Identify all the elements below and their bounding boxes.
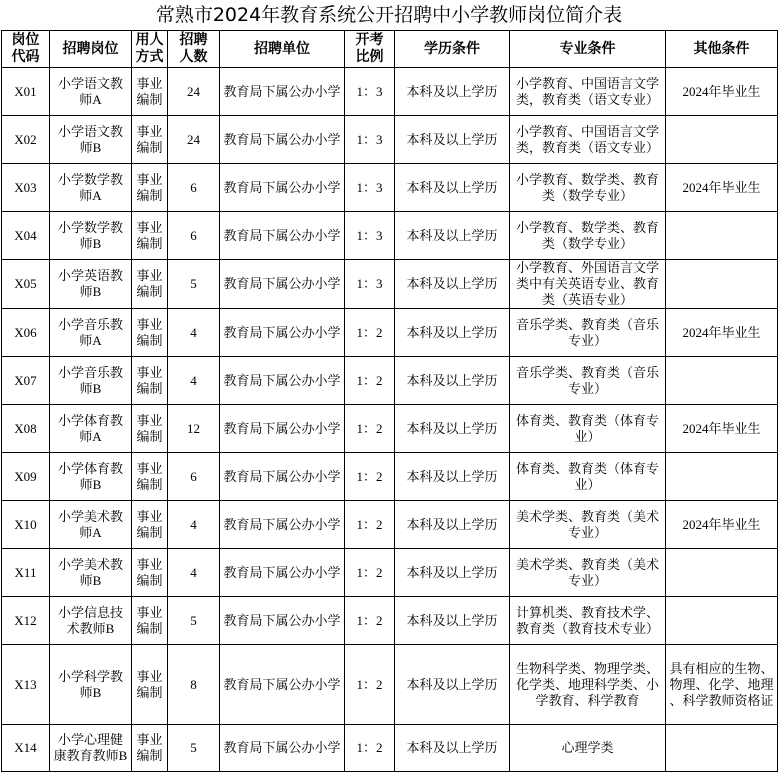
cell-major: 美术学类、教育类（美术专业）: [510, 501, 666, 549]
cell-position: 小学数学教师A: [50, 164, 132, 212]
cell-count: 6: [168, 453, 220, 501]
table-row: [2, 501, 778, 549]
cell-employment: 事业编制: [132, 549, 168, 597]
cell-count: 4: [168, 357, 220, 405]
cell-unit: 教育局下属公办小学: [220, 725, 345, 772]
cell-other: [666, 453, 778, 501]
cell-major: 小学教育、中国语言文学类，教育类（语文专业）: [510, 116, 666, 164]
cell-code: X07: [2, 357, 50, 405]
table-row: [2, 309, 778, 357]
cell-major: 体育类、教育类（体育专业）: [510, 405, 666, 453]
cell-education: 本科及以上学历: [395, 645, 510, 725]
cell-count: 4: [168, 501, 220, 549]
cell-other: 2024年毕业生: [666, 164, 778, 212]
cell-major: 小学教育、中国语言文学类，教育类（语文专业）: [510, 68, 666, 116]
cell-education: 本科及以上学历: [395, 212, 510, 260]
cell-count: 5: [168, 725, 220, 772]
cell-major: 音乐学类、教育类（音乐专业）: [510, 309, 666, 357]
cell-other: [666, 549, 778, 597]
cell-employment: 事业编制: [132, 725, 168, 772]
cell-ratio: 1：2: [345, 309, 395, 357]
cell-major: 音乐学类、教育类（音乐专业）: [510, 357, 666, 405]
cell-major: 小学教育、数学类、教育类（数学专业）: [510, 212, 666, 260]
cell-employment: 事业编制: [132, 212, 168, 260]
table-row: [2, 164, 778, 212]
table-row: [2, 357, 778, 405]
cell-major: 小学教育、数学类、教育类（数学专业）: [510, 164, 666, 212]
cell-education: 本科及以上学历: [395, 725, 510, 772]
cell-code: X06: [2, 309, 50, 357]
cell-code: X12: [2, 597, 50, 645]
cell-position: 小学体育教师B: [50, 453, 132, 501]
cell-education: 本科及以上学历: [395, 309, 510, 357]
cell-code: X04: [2, 212, 50, 260]
cell-count: 5: [168, 260, 220, 309]
cell-employment: 事业编制: [132, 164, 168, 212]
cell-code: X14: [2, 725, 50, 772]
cell-position: 小学数学教师B: [50, 212, 132, 260]
cell-other: 2024年毕业生: [666, 309, 778, 357]
header-count: 招聘人数: [168, 31, 220, 68]
cell-count: 24: [168, 68, 220, 116]
header-major: 专业条件: [510, 31, 666, 68]
cell-other: [666, 597, 778, 645]
table-row: [2, 260, 778, 309]
cell-unit: 教育局下属公办小学: [220, 357, 345, 405]
cell-code: X08: [2, 405, 50, 453]
table-row: [2, 549, 778, 597]
cell-count: 5: [168, 597, 220, 645]
cell-count: 6: [168, 164, 220, 212]
cell-position: 小学音乐教师B: [50, 357, 132, 405]
cell-position: 小学英语教师B: [50, 260, 132, 309]
cell-code: X09: [2, 453, 50, 501]
header-employment: 用人方式: [132, 31, 168, 68]
cell-ratio: 1：2: [345, 405, 395, 453]
cell-education: 本科及以上学历: [395, 164, 510, 212]
table-row: [2, 453, 778, 501]
table-row: [2, 212, 778, 260]
cell-ratio: 1：2: [345, 549, 395, 597]
cell-position: 小学信息技术教师B: [50, 597, 132, 645]
cell-major: 心理学类: [510, 725, 666, 772]
cell-code: X02: [2, 116, 50, 164]
table-row: [2, 116, 778, 164]
cell-other: 具有相应的生物、物理、化学、地理、科学教师资格证: [666, 645, 778, 725]
cell-ratio: 1：2: [345, 501, 395, 549]
cell-education: 本科及以上学历: [395, 116, 510, 164]
cell-employment: 事业编制: [132, 453, 168, 501]
cell-position: 小学语文教师A: [50, 68, 132, 116]
cell-code: X11: [2, 549, 50, 597]
table-row: [2, 405, 778, 453]
header-unit: 招聘单位: [220, 31, 345, 68]
cell-employment: 事业编制: [132, 645, 168, 725]
cell-employment: 事业编制: [132, 357, 168, 405]
cell-education: 本科及以上学历: [395, 501, 510, 549]
cell-ratio: 1：2: [345, 597, 395, 645]
cell-ratio: 1：2: [345, 357, 395, 405]
header-ratio: 开考比例: [345, 31, 395, 68]
cell-unit: 教育局下属公办小学: [220, 116, 345, 164]
cell-ratio: 1：3: [345, 116, 395, 164]
cell-other: [666, 212, 778, 260]
cell-unit: 教育局下属公办小学: [220, 645, 345, 725]
cell-education: 本科及以上学历: [395, 357, 510, 405]
cell-code: X03: [2, 164, 50, 212]
cell-unit: 教育局下属公办小学: [220, 597, 345, 645]
table-header-row: [2, 31, 778, 68]
cell-position: 小学美术教师A: [50, 501, 132, 549]
cell-education: 本科及以上学历: [395, 597, 510, 645]
cell-other: 2024年毕业生: [666, 68, 778, 116]
cell-education: 本科及以上学历: [395, 549, 510, 597]
cell-code: X05: [2, 260, 50, 309]
page-title: 常熟市2024年教育系统公开招聘中小学教师岗位简介表: [155, 4, 623, 26]
cell-ratio: 1：2: [345, 645, 395, 725]
cell-count: 24: [168, 116, 220, 164]
cell-major: 计算机类、教育技术学、教育类（教育技术专业）: [510, 597, 666, 645]
cell-code: X10: [2, 501, 50, 549]
cell-education: 本科及以上学历: [395, 260, 510, 309]
cell-code: X01: [2, 68, 50, 116]
cell-position: 小学科学教师B: [50, 645, 132, 725]
cell-education: 本科及以上学历: [395, 453, 510, 501]
cell-major: 体育类、教育类（体育专业）: [510, 453, 666, 501]
header-code: 岗位代码: [2, 31, 50, 68]
cell-other: [666, 357, 778, 405]
cell-unit: 教育局下属公办小学: [220, 453, 345, 501]
cell-employment: 事业编制: [132, 116, 168, 164]
cell-count: 4: [168, 309, 220, 357]
cell-unit: 教育局下属公办小学: [220, 405, 345, 453]
cell-position: 小学美术教师B: [50, 549, 132, 597]
cell-unit: 教育局下属公办小学: [220, 68, 345, 116]
cell-unit: 教育局下属公办小学: [220, 309, 345, 357]
cell-code: X13: [2, 645, 50, 725]
table-row: [2, 68, 778, 116]
cell-major: 生物科学类、物理学类、化学类、地理科学类、小学教育、科学教育: [510, 645, 666, 725]
cell-ratio: 1：2: [345, 725, 395, 772]
cell-count: 8: [168, 645, 220, 725]
cell-other: [666, 725, 778, 772]
table-row: [2, 725, 778, 772]
cell-ratio: 1：3: [345, 68, 395, 116]
cell-position: 小学语文教师B: [50, 116, 132, 164]
header-position: 招聘岗位: [50, 31, 132, 68]
cell-other: [666, 260, 778, 309]
table-row: [2, 645, 778, 725]
table-row: [2, 597, 778, 645]
cell-employment: 事业编制: [132, 260, 168, 309]
cell-employment: 事业编制: [132, 597, 168, 645]
cell-employment: 事业编制: [132, 405, 168, 453]
cell-count: 6: [168, 212, 220, 260]
cell-unit: 教育局下属公办小学: [220, 501, 345, 549]
cell-position: 小学体育教师A: [50, 405, 132, 453]
cell-unit: 教育局下属公办小学: [220, 260, 345, 309]
cell-ratio: 1：3: [345, 164, 395, 212]
header-education: 学历条件: [395, 31, 510, 68]
cell-unit: 教育局下属公办小学: [220, 212, 345, 260]
cell-unit: 教育局下属公办小学: [220, 164, 345, 212]
cell-major: 小学教育、外国语言文学类中有关英语专业、教育类（英语专业）: [510, 260, 666, 309]
cell-position: 小学心理健康教育教师B: [50, 725, 132, 772]
cell-major: 美术学类、教育类（美术专业）: [510, 549, 666, 597]
cell-ratio: 1：2: [345, 453, 395, 501]
cell-count: 12: [168, 405, 220, 453]
cell-other: 2024年毕业生: [666, 501, 778, 549]
cell-other: 2024年毕业生: [666, 405, 778, 453]
cell-unit: 教育局下属公办小学: [220, 549, 345, 597]
header-other: 其他条件: [666, 31, 778, 68]
cell-other: [666, 116, 778, 164]
cell-count: 4: [168, 549, 220, 597]
cell-ratio: 1：3: [345, 260, 395, 309]
cell-education: 本科及以上学历: [395, 68, 510, 116]
cell-employment: 事业编制: [132, 68, 168, 116]
cell-employment: 事业编制: [132, 501, 168, 549]
cell-employment: 事业编制: [132, 309, 168, 357]
cell-ratio: 1：3: [345, 212, 395, 260]
job-table: [1, 30, 778, 772]
cell-education: 本科及以上学历: [395, 405, 510, 453]
cell-position: 小学音乐教师A: [50, 309, 132, 357]
